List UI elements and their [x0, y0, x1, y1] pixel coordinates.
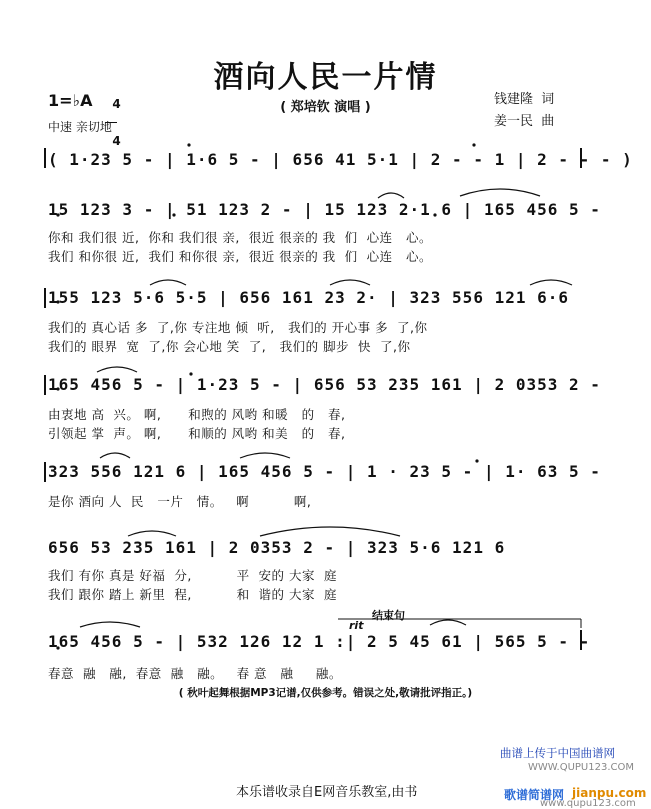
ending-label: 结束句 [372, 609, 405, 622]
ritardando-mark: rit [349, 619, 364, 632]
lyric-line-3a: 我们的 真心话 多 了,你 专注地 倾 听, 我们的 开心事 多 了,你 [48, 320, 428, 335]
lyric-line-6b: 我们 跟你 踏上 新里 程, 和 谐的 大家 庭 [48, 587, 337, 602]
key-signature: 1=♭A [48, 91, 93, 110]
dot [472, 143, 475, 146]
score-line-1: ( 1·23 5 - | 1·6 5 - | 656 41 5·1 | 2 - - 1 | 2 - - - ) [48, 150, 633, 169]
lyric-line-2a: 你和 我们很 近, 你和 我们很 亲, 很近 很亲的 我 们 心连 心。 [48, 230, 432, 245]
slur [378, 193, 404, 198]
slur [240, 453, 290, 458]
singer-credit: ( 郑培钦 演唱 ) [280, 100, 371, 115]
slur [460, 189, 540, 196]
time-bottom: 4 [112, 134, 121, 148]
page-title: 酒向人民一片情 [213, 60, 438, 95]
score-line-4: 165 456 5 - | 1·23 5 - | 656 53 235 161 | 2 0353 2 - [48, 375, 601, 394]
slur [430, 620, 466, 625]
dot [187, 143, 190, 146]
score-line-7: 165 456 5 - | 532 126 12 1 :| 2 5 45 61 | 565 5 - - [48, 632, 591, 651]
score-line-3: 155 123 5·6 5·5 | 656 161 23 2· | 323 556 121 6·6 [48, 288, 570, 307]
slur [128, 531, 176, 536]
transcriber-note: ( 秋叶起舞根据MP3记谱,仅供参考。错误之处,敬请批评指正。) [178, 687, 473, 699]
brand-url: jianpu.com [572, 786, 647, 800]
lyric-line-4a: 由衷地 高 兴。 啊, 和煦的 风哟 和暖 的 春, [48, 407, 346, 422]
lyric-line-6a: 我们 有你 真是 好福 分, 平 安的 大家 庭 [48, 568, 337, 583]
score-line-5: 323 556 121 6 | 165 456 5 - | 1 · 23 5 - | 1· 63 5 - [48, 462, 601, 481]
qupu-url: www.qupu123.com [540, 798, 636, 809]
slur [150, 280, 186, 285]
watermark-upload: 曲谱上传于中国曲谱网 [500, 746, 615, 760]
tempo-marking: 中速 亲切地 [48, 120, 112, 134]
lyric-line-7a: 春意 融 融, 春意 融 融。 春 意 融 融。 [48, 666, 342, 681]
slur [530, 280, 572, 285]
slur [97, 367, 137, 372]
lyric-line-3b: 我们的 眼界 宽 了,你 会心地 笑 了, 我们的 脚步 快 了,你 [48, 339, 411, 354]
time-top: 4 [112, 97, 121, 111]
score-line-6: 656 53 235 161 | 2 0353 2 - | 323 5·6 121 6 [48, 538, 506, 557]
slur [260, 527, 400, 536]
lyric-line-2b: 我们 和你很 近, 我们 和你很 亲, 很近 很亲的 我 们 心连 心。 [48, 249, 432, 264]
lyric-line-4b: 引领起 掌 声。 啊, 和顺的 风哟 和美 的 春, [48, 426, 346, 441]
composer-credit: 姜一民 曲 [494, 114, 555, 129]
slur [100, 453, 130, 458]
lyricist-credit: 钱建隆 词 [494, 92, 555, 107]
slur [80, 622, 140, 627]
brand-name: 歌谱简谱网 [504, 788, 565, 802]
score-line-2: 15 123 3 - | 51 123 2 - | 15 123 2·1 6 | 165 456 5 - [48, 200, 601, 219]
watermark-url: WWW.QUPU123.COM [528, 762, 634, 773]
source-footer: 本乐谱收录自E网音乐教室,由书 [236, 785, 418, 800]
lyric-line-5a: 是你 酒向 人 民 一片 情。 啊 啊, [48, 494, 312, 509]
slur [330, 280, 370, 285]
